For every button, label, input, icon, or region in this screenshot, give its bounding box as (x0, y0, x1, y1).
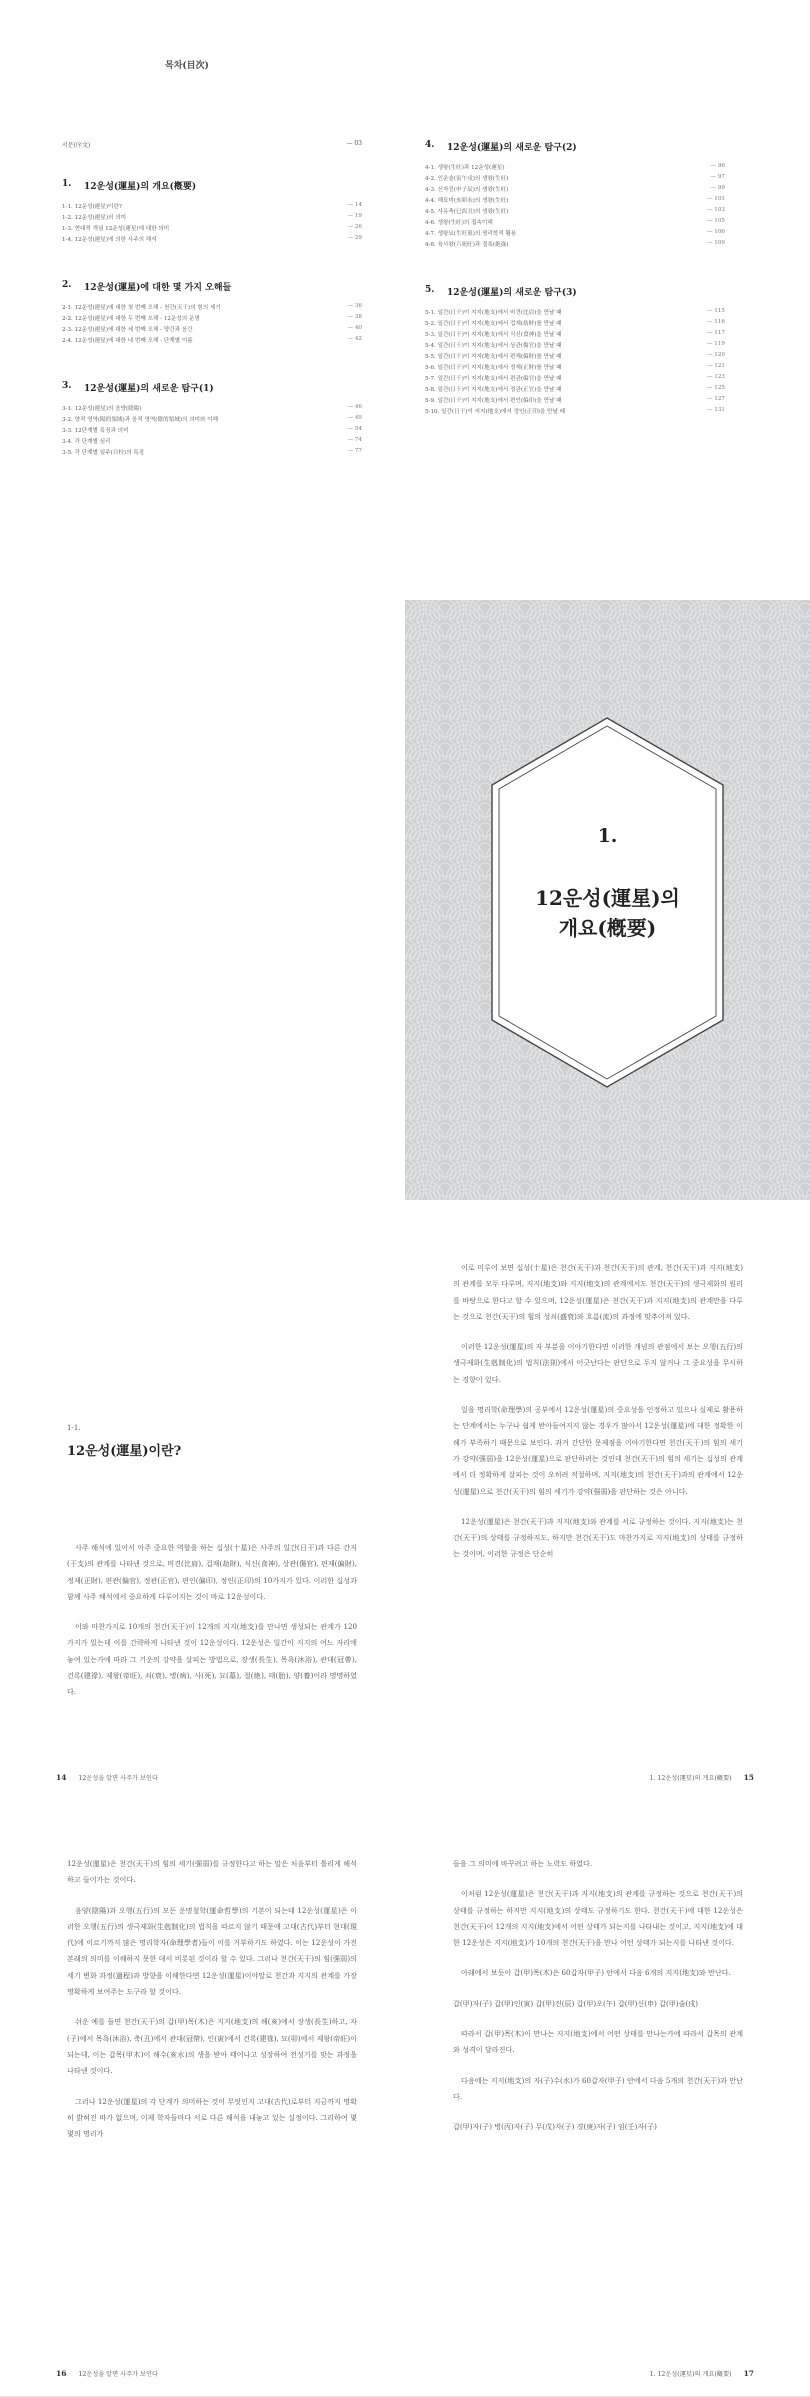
toc-entry-label: 4-7. 생왕묘(生旺墓)의 명리학적 활용 (425, 231, 517, 237)
toc-entry[interactable] (425, 363, 725, 374)
chapter-title (405, 883, 810, 943)
toc-section (425, 285, 725, 418)
toc-entry[interactable] (62, 314, 362, 325)
section-title: 12운성(運星)이란? (67, 1444, 182, 1459)
toc-entry-page: — 54 (347, 426, 362, 432)
toc-entry-label: 5-4. 일간(日干)이 지지(地支)에서 상관(傷官)을 만날 때 (425, 343, 562, 349)
toc-entry[interactable] (425, 385, 725, 396)
chapter-title-line2: 개요(槪要) (558, 916, 657, 940)
toc-entry-label: 1-4. 12운성(運星)에 의한 사주의 해석 (62, 237, 157, 243)
toc-entry-label: 5-10. 일간(日干)이 지지(地支)에서 정인(正印)을 만날 때 (425, 409, 566, 415)
chapter-number: 1. (597, 825, 618, 847)
running-title: 12운성을 알면 사주가 보인다 (78, 1775, 158, 1782)
toc-entry-label: 1-2. 12운성(運星)의 의미 (62, 215, 127, 221)
chapter-title-line1: 12운성(運星)의 (535, 886, 680, 910)
toc-entry-label: 4-4. 해묘미(亥卯未)의 생왕(生旺) (425, 198, 509, 204)
page-17 (405, 1800, 810, 2396)
toc-entry-label: 3-4. 각 단계별 심리 (62, 439, 111, 445)
toc-section (62, 179, 362, 246)
page-14 (0, 1200, 405, 1800)
toc-entry[interactable] (425, 352, 725, 363)
toc-entry-label: 3-2. 양적 영역(陽的領域)과 음적 영역(陰的領域)의 의미와 이해 (62, 417, 218, 423)
toc-entry-label: 4-3. 신자진(申子辰)의 생왕(生旺) (425, 187, 509, 193)
paragraph: 이처럼 12운성(運星)은 천간(天干)과 지지(地支)의 관계를 규정하는 것으로 천간(天干)의 상태를 규정하는 하지만 지지(地支)의 상태도 규정하기도 한다. 천간(天干)에 대한 12운성은 천간(天干)이 12개의 지지(地支)에서 어떤 상태가 되는지를 나타내는 것이고, 지지(地支)에 대한 12운성은 지지(地支)가 10개의 천간(天干)을 만나 어떤 상태가 되는지를 나타낸 것이다. (453, 1889, 743, 1948)
toc-entry-page: — 29 (347, 235, 362, 241)
toc-entry-page: — 106 (706, 229, 725, 235)
toc-entry-page: — 77 (347, 448, 362, 454)
ganji-list: 갑(甲)자(子) 갑(甲)인(寅) 갑(甲)진(辰) 갑(甲)오(午) 갑(甲)신(申) 갑(甲)술(戌) (453, 1998, 699, 2008)
toc-right-sections (425, 140, 725, 418)
toc-entry-page: — 125 (706, 385, 725, 391)
toc-prelim-page: — 03 (346, 140, 362, 147)
toc-entry[interactable] (62, 437, 362, 448)
toc-entry[interactable] (62, 336, 362, 347)
toc-section-number: 1. (62, 179, 72, 189)
toc-entry[interactable] (425, 330, 725, 341)
toc-entry-page: — 120 (706, 352, 725, 358)
toc-entry-label: 4-2. 인운술(寅午戌)의 생왕(生旺) (425, 176, 509, 182)
toc-entry[interactable] (425, 240, 725, 251)
toc-entry-label: 4-6. 생왕(生旺)의 접속이해 (425, 220, 493, 226)
toc-entry[interactable] (425, 218, 725, 229)
folio (56, 1773, 158, 1782)
toc-entry-label: 3-3. 12단계별 특징과 의미 (62, 428, 129, 434)
toc-entry[interactable] (62, 213, 362, 224)
page-number: 15 (743, 1773, 754, 1782)
toc-entry[interactable] (62, 224, 362, 235)
toc-left-column (62, 140, 362, 493)
toc-section-title-text: 12운성(運星)의 새로운 탐구(2) (447, 143, 577, 153)
toc-entry-page: — 99 (710, 185, 725, 191)
toc-entry[interactable] (425, 319, 725, 330)
running-title: 1. 12운성(運星)의 개요(槪要) (649, 1775, 732, 1782)
page-number: 17 (743, 2369, 754, 2378)
page-16-body (67, 1856, 357, 2156)
toc-entry[interactable] (62, 448, 362, 459)
toc-entry-label: 3-5. 각 단계별 일주(日柱)의 특징 (62, 450, 145, 456)
paragraph: 쉬운 예를 들면 천간(天干)의 갑(甲)목(木)은 지지(地支)의 해(亥)에서 장생(長生)하고, 자(子)에서 목욕(沐浴), 축(丑)에서 관대(冠帶), 인(寅)에서 건록(建祿), 묘(卯)에서 제왕(帝旺)이 되는데, 이는 갑목(甲木)이 해수(亥水)의 생을 받아 태어나고 성장하여 전성기를 맞는 과정을 나타낸 것이다. (67, 2017, 357, 2076)
toc-entry-label: 5-6. 일간(日干)이 지지(地支)에서 정재(正財)를 만날 때 (425, 365, 562, 371)
text-spread-14-15 (0, 1200, 810, 1801)
toc-entry[interactable] (425, 207, 725, 218)
paragraph: 음양(陰陽)과 오행(五行)의 모든 운명철학(運命哲學)의 기본이 되는데 12운성(運星)은 이러한 오행(五行)의 생극제화(生剋制化)의 법칙을 따르지 않기 때문에 고대(古代)부터 현대(現代)에 이르기까지 많은 명리학자(命理學者)들이 이를 거부하기도 하였다. 이는 12운성이 가진 본래의 의미를 이해하지 못한 데서 비롯된 것이라 할 수 있다. 그러나 천간(天干)의 힘(强弱)의 세기 변화 과정(過程)과 방향을 이해한다면 12운성(運星)이야말로 천간과 지지의 관계를 가장 명확하게 보여주는 도구라 할 것이다. (67, 1905, 357, 1997)
toc-entry[interactable] (425, 407, 725, 418)
toc-entry-page: — 38 (347, 314, 362, 320)
toc-entry-label: 4-8. 육사왕(六死旺)과 절록(絶祿) (425, 242, 509, 248)
toc-right-page (405, 0, 810, 600)
toc-entry-page: — 131 (706, 407, 725, 413)
toc-entry-label: 2-2. 12운성(運星)에 대한 두 번째 오해 - 12운성의 운명 (62, 316, 200, 322)
toc-entry-label: 5-8. 일간(日干)이 지지(地支)에서 정관(正官)을 만날 때 (425, 387, 562, 393)
toc-entry[interactable] (425, 374, 725, 385)
page-16 (0, 1800, 405, 2396)
toc-section-number: 4. (425, 140, 435, 150)
toc-section-title[interactable] (425, 285, 725, 298)
page-15 (405, 1200, 810, 1800)
toc-entry-page: — 19 (347, 213, 362, 219)
toc-entry[interactable] (62, 235, 362, 246)
chapter-spread (0, 600, 810, 1201)
toc-entry-label: 5-3. 일간(日干)이 지지(地支)에서 식신(食神)을 만날 때 (425, 332, 562, 338)
toc-section-title-text: 12운성(運星)의 새로운 탐구(3) (447, 288, 577, 298)
toc-section (425, 140, 725, 251)
paragraph: 12운성(運星)은 천간(天干)과 지지(地支)와 관계를 서로 규정하는 것이다. 지지(地支)는 천간(天干)의 상태를 규정하지도, 하지만 천간(天干)도 마찬가지로 지지(地支)의 상태를 규정하는 것이며, 이러한 규정은 단순히 (453, 1516, 743, 1559)
toc-section-title-text: 12운성(運星)의 개요(槪要) (84, 182, 197, 192)
toc-entry[interactable] (62, 325, 362, 336)
toc-entry-page: — 46 (347, 404, 362, 410)
toc-section-title[interactable] (62, 381, 362, 394)
toc-entry-label: 5-1. 일간(日干)이 지지(地支)에서 비견(比肩)을 만날 때 (425, 310, 562, 316)
toc-entry-page: — 105 (706, 218, 725, 224)
text-spread-16-17 (0, 1800, 810, 2397)
chapter-opener-page (405, 600, 810, 1200)
toc-section (62, 280, 362, 347)
paragraph: 아래에서 보듯이 갑(甲)목(木)은 60갑자(甲子) 안에서 다음 6개의 지지(地支)와 만난다. (461, 1968, 731, 1978)
paragraph: 들을 그 의미에 바꾸려고 하는 노력도 하였다. (453, 1859, 593, 1868)
toc-entry[interactable] (425, 341, 725, 352)
page-15-body (453, 1260, 743, 1577)
toc-entry-label: 3-1. 12운성(運星)의 음양(陰陽) (62, 406, 142, 412)
toc-entry-page: — 109 (706, 240, 725, 246)
toc-entry[interactable] (425, 185, 725, 196)
toc-entry[interactable] (425, 196, 725, 207)
toc-entry-label: 1-3. 현대적 개념 12운성(運星)에 대한 의미 (62, 226, 170, 232)
toc-entry-label: 1-1. 12운성(運星)이란? (62, 204, 122, 210)
toc-entry[interactable] (62, 415, 362, 426)
toc-entry[interactable] (425, 396, 725, 407)
section-number: 1-1. (67, 1424, 81, 1432)
toc-section (62, 381, 362, 459)
toc-entry-page: — 40 (347, 325, 362, 331)
toc-entry-page: — 14 (347, 202, 362, 208)
toc-entry-label: 5-2. 일간(日干)이 지지(地支)에서 겁재(劫財)를 만날 때 (425, 321, 562, 327)
toc-section-title[interactable] (62, 280, 362, 293)
toc-entry-page: — 116 (706, 319, 725, 325)
running-title: 12운성을 알면 사주가 보인다 (78, 2371, 158, 2378)
ganji-list: 갑(甲)자(子) 병(丙)자(子) 무(戊)자(子) 경(庚)자(子) 임(壬)자(子) (453, 2122, 657, 2132)
running-title: 1. 12운성(運星)의 개요(槪要) (649, 2371, 732, 2378)
toc-section-title-text: 12운성(運星)에 대한 몇 가지 오해들 (84, 283, 232, 293)
page-number: 16 (56, 2369, 67, 2378)
toc-entry-page: — 101 (706, 196, 725, 202)
toc-entry-page: — 117 (706, 330, 725, 336)
toc-entry-page: — 119 (706, 341, 725, 347)
toc-section-number: 5. (425, 285, 435, 295)
toc-entry-page: — 121 (706, 363, 725, 369)
toc-entry[interactable] (62, 303, 362, 314)
toc-entry[interactable] (62, 426, 362, 437)
toc-entry-page: — 49 (347, 415, 362, 421)
paragraph: 따라서 갑(甲)목(木)이 만나는 지지(地支)에서 어떤 상태를 만나는가에 따라서 갑목의 관계와 성격이 달라진다. (453, 2029, 743, 2055)
toc-entry-label: 5-5. 일간(日干)이 지지(地支)에서 편재(偏財)를 만날 때 (425, 354, 562, 360)
paragraph: 이와 마찬가지로 10개의 천간(天干)이 12개의 지지(地支)를 만나면 생성되는 관계가 120가지가 있는데 이를 간략하게 나타낸 것이 12운성이다. 12운성은 일간이 지지의 어느 자리에 놓여 있는가에 따라 그 기운의 강약을 살피는 방법으로, 장생(長生), 목욕(沐浴), 관대(冠帶), 건록(建祿), 제왕(帝旺), 쇠(衰), 병(病), 사(死), 묘(墓), 절(絶), 태(胎), 양(養)이라 명명하였다. (67, 1622, 357, 1697)
paragraph: 12운성(運星)은 천간(天干)의 힘의 세기(强弱)를 규정한다고 하는 말은 처음부터 틀리게 해석하고 들어가는 것이다. (67, 1859, 357, 1885)
blank-page (0, 600, 405, 1200)
toc-prelim[interactable] (62, 140, 362, 149)
folio (56, 2369, 158, 2378)
toc-section-number: 2. (62, 280, 72, 290)
toc-entry-page: — 26 (347, 224, 362, 230)
toc-entry[interactable] (425, 308, 725, 319)
toc-entry-page: — 96 (710, 163, 725, 169)
toc-entry[interactable] (62, 404, 362, 415)
toc-entry[interactable] (425, 174, 725, 185)
toc-left-sections (62, 179, 362, 459)
toc-entry-label: 5-7. 일간(日干)이 지지(地支)에서 편관(偏官)을 만날 때 (425, 376, 562, 382)
toc-heading: 목차(目次) (165, 61, 209, 71)
toc-entry[interactable] (62, 202, 362, 213)
toc-entry[interactable] (425, 163, 725, 174)
toc-spread (0, 0, 810, 601)
toc-entry-page: — 127 (706, 396, 725, 402)
folio (650, 1773, 754, 1782)
toc-entry-page: — 123 (706, 374, 725, 380)
toc-entry-page: — 36 (347, 303, 362, 309)
toc-entry-label: 2-1. 12운성(運星)에 대한 첫 번째 오해 - 천간(天干)의 힘의 세기 (62, 305, 221, 311)
toc-entry-page: — 42 (347, 336, 362, 342)
toc-entry-page: — 74 (347, 437, 362, 443)
paragraph: 일을 명리학(命理學)의 공부에서 12운성(運星)의 중요성을 인정하고 있으나 실제로 활용하는 단계에서는 누구나 쉽게 받아들여지지 않는 경우가 많아서 12운성(運星)에 대한 정확한 이해가 부족하기 때문으로 보인다. 과거 간단한 문제점을 이야기한다면 천간(天干)의 힘의 세기가 강약(强弱)을 12운성(運星)으로 판단하려는 것인데 천간(天干)의 힘의 세기는 십성의 관계에서 더 정확하게 살피는 것이 오히려 적절하며, 지지(地支)의 천간(天干)과의 관계에서 12운성(運星)으로 천간(天干)의 힘의 세기가 강약(强弱)을 판단하는 것은 아니다. (453, 1405, 743, 1496)
toc-entry-label: 4-5. 사유축(巳酉丑)의 생왕(生旺) (425, 209, 509, 215)
toc-prelim-label: 서문(序文) (62, 142, 91, 149)
toc-left-page (0, 0, 405, 600)
toc-section-number: 3. (62, 381, 72, 391)
paragraph: 다음에는 지지(地支)의 자(子)수(水)가 60갑자(甲子) 안에서 다음 5개의 천간(天干)과 만난다. (453, 2075, 743, 2101)
toc-section-title[interactable] (425, 140, 725, 153)
page-14-body (67, 1540, 357, 1715)
page-number: 14 (56, 1773, 67, 1782)
toc-entry-page: — 115 (706, 308, 725, 314)
folio (650, 2369, 754, 2378)
toc-entry-label: 2-4. 12운성(運星)에 대한 네 번째 오해 - 단계별 이름 (62, 338, 193, 344)
page-17-body (453, 1856, 743, 2150)
toc-entry-page: — 103 (706, 207, 725, 213)
toc-entry-label: 2-3. 12운성(運星)에 대한 세 번째 오해 - 양간과 음간 (62, 327, 193, 333)
paragraph: 그러나 12운성(運星)의 각 단계가 의미하는 것이 무엇인지 고대(古代)로부터 지금까지 명확히 밝혀진 바가 없으며, 이제 학자들마다 서로 다른 해석을 내놓고 있는 실정이다. 그리하여 몇몇의 명리가 (67, 2096, 357, 2139)
paragraph: 이러한 12운성(運星)의 자 부분을 이야기한다면 이러한 개념의 관점에서 보는 오행(五行)의 생극제화(生剋制化)의 법칙(法則)에서 어긋난다는 판단으로 두지 않거나 그 중요성을 무시하는 경향이 있다. (453, 1342, 743, 1384)
toc-entry-page: — 97 (710, 174, 725, 180)
toc-section-title[interactable] (62, 179, 362, 192)
toc-right-column (425, 140, 725, 452)
toc-entry-label: 5-9. 일간(日干)이 지지(地支)에서 편인(偏印)을 만날 때 (425, 398, 562, 404)
paragraph: 사주 해석에 있어서 아주 중요한 역할을 하는 십성(十星)은 사주의 일간(日干)과 다른 간지(干支)의 관계를 나타낸 것으로, 비견(比肩), 겁재(劫財), 식신(食神), 상관(傷官), 편재(偏財), 정재(正財), 편관(偏官), 정관(正官), 편인(偏印), 정인(正印)의 10가지가 있다. 이러한 십성과 함께 사주 해석에서 중요하게 다루어지는 것이 바로 12운성이다. (67, 1543, 357, 1601)
toc-section-title-text: 12운성(運星)의 새로운 탐구(1) (84, 384, 214, 394)
toc-entry[interactable] (425, 229, 725, 240)
paragraph: 이로 미루어 보면 십성(十星)은 천간(天干)과 천간(天干)의 관계, 천간(天干)과 지지(地支)의 관계를 모두 다루며, 지지(地支)와 지지(地支)의 관계에서도 천간(天干)의 생극제화의 원리를 바탕으로 한다고 할 수 있으며, 12운성(運星)은 천간(天干)과 지지(地支)의 관계만을 다루는 것으로 천간(天干)의 힘의 성쇠(盛衰)와 흐름(流)의 과정에 맞추어져 있다. (453, 1263, 743, 1321)
toc-entry-label: 4-1. 생왕(生旺)과 12운성(運星) (425, 165, 505, 171)
